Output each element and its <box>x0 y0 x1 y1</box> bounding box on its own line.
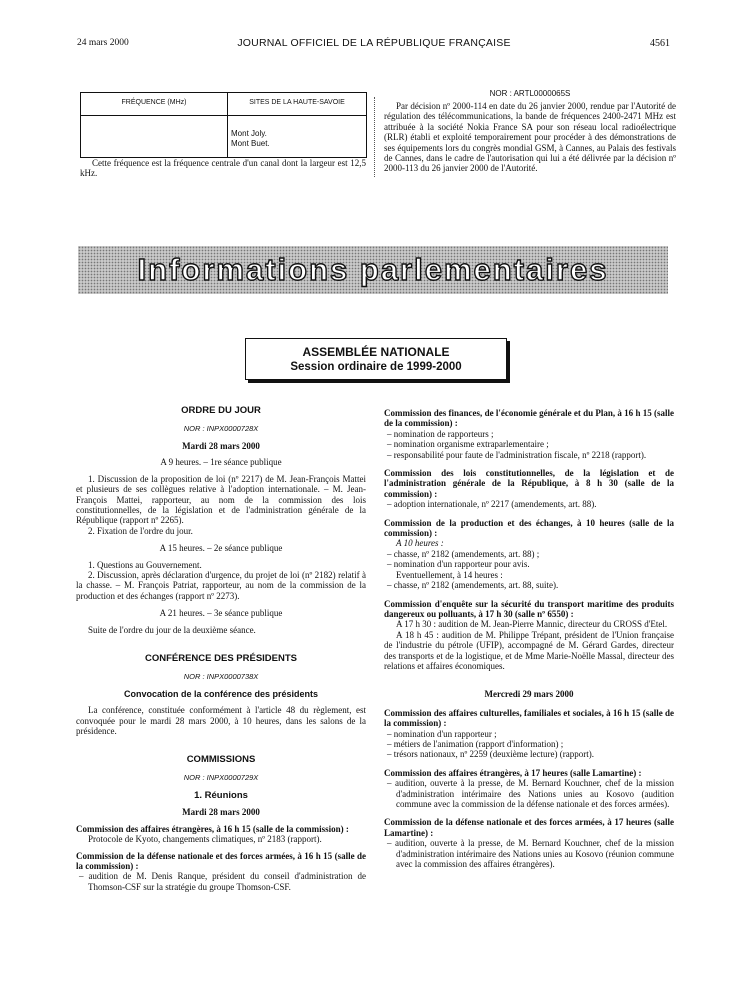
commissions-date: Mardi 28 mars 2000 <box>182 807 260 818</box>
culturelles-heading: Commission des affaires culturelles, familiales et sociales, à 16 h 15 (salle de la commission) : <box>384 707 674 729</box>
session-title: Session ordinaire de 1999-2000 <box>290 361 462 373</box>
site-mont-joly: Mont Joly. <box>231 129 267 138</box>
ordre-date: Mardi 28 mars 2000 <box>182 441 260 451</box>
column-divider <box>374 97 375 177</box>
header-date: 24 mars 2000 <box>77 38 129 48</box>
commissions-title: COMMISSIONS <box>186 754 256 766</box>
enquete-item-2: A 18 h 45 : audition de M. Philippe Trépant, président de l'Union française de l'industrie du pétrole (UFIP), accompagné de M. Gérard Gardes, directeur des transports et de la logistique, et de Mme Marie-Noëlle Massal, directeur des relations et affaires économiques. <box>384 629 674 671</box>
seance-3-item: Suite de l'ordre du jour de la deuxième séance. <box>88 624 256 635</box>
ordre-nor: NOR : INPX0000728X <box>183 424 259 433</box>
site-mont-buet: Mont Buet. <box>231 139 270 148</box>
production-time: A 10 heures : <box>396 538 444 549</box>
right-column <box>384 408 674 869</box>
journal-title: JOURNAL OFFICIEL DE LA RÉPUBLIQUE FRANÇAISE <box>237 37 511 49</box>
sites-column-header: SITES DE LA HAUTE-SAVOIE <box>249 99 345 106</box>
culturelles-item: – métiers de l'animation (rapport d'information) ; <box>387 738 564 749</box>
frequency-table <box>80 92 367 158</box>
seance-2-item-1: 1. Questions au Gouvernement. <box>88 559 202 570</box>
production-item: – nomination d'un rapporteur pour avis. <box>387 559 530 570</box>
seance-1-time: A 9 heures. – 1re séance publique <box>160 457 282 468</box>
defense-2-item: – audition, ouverte à la presse, de M. Bernard Kouchner, chef de la mission d'administration intérimaire des Nations unies au Kosovo (réunion commune avec la commission des affaires étrangères). <box>387 838 674 870</box>
mercredi-date: Mercredi 29 mars 2000 <box>484 689 574 700</box>
seance-1-item-1: 1. Discussion de la proposition de loi (nº 2217) de M. Jean-François Mattei et plusieurs de ses collègues relative à l'adoption internationale. – M. Jean-François Mattei, rapporteur, au nom de la commission des lois constitutionnelles, de la législation et de l'administration générale de la République (rapport nº 2265). <box>76 473 366 526</box>
finances-item: – nomination organisme extraparlementaire ; <box>387 439 549 450</box>
frequency-column-header: FRÉQUENCE (MHz) <box>121 99 187 106</box>
assemblee-heading-box <box>245 338 507 380</box>
conference-nor: NOR : INPX0000738X <box>183 672 259 682</box>
reunions-title: 1. Réunions <box>194 790 248 802</box>
banner-title: Informations parlementaires <box>137 252 609 287</box>
culturelles-item: – nomination d'un rapporteur ; <box>387 728 497 739</box>
page-number: 4561 <box>650 38 670 49</box>
convocation-title: Convocation de la conférence des présidents <box>123 689 319 700</box>
production-item: – chasse, nº 2182 (amendements, art. 88, suite). <box>387 580 559 591</box>
assemblee-title: ASSEMBLÉE NATIONALE <box>302 345 450 359</box>
decision-paragraph: Par décision nº 2000-114 en date du 26 janvier 2000, rendue par l'Autorité de régulation des télécommunications, la bande de fréquences 2400-2471 MHz est attribuée à la société Nokia France SA pour son réseau local radioélectrique (RLR) établi et exploité temporairement pour procéder à des démonstrations de ses équipements lors du congrès mondial GSM, à Cannes, au Palais des festivals de Cannes, dans le cadre de l'autorisation qui lui a été délivrée par la décision nº 2000-113 du 26 janvier 2000 de l'Autorité. <box>384 101 676 174</box>
enquete-heading: Commission d'enquête sur la sécurité du transport maritime des produits dangereux ou polluants, à 17 h 30 (salle nº 6550) : <box>384 598 674 619</box>
seance-1-item-2: 2. Fixation de l'ordre du jour. <box>88 525 193 536</box>
culturelles-item: – trésors nationaux, nº 2259 (deuxième lecture) (rapport). <box>387 749 594 760</box>
commissions-nor: NOR : INPX0000729X <box>183 773 259 783</box>
lois-item: – adoption internationale, nº 2217 (amendements, art. 88). <box>387 499 597 510</box>
enquete-item-1: A 17 h 30 : audition de M. Jean-Pierre Mannic, directeur du CROSS d'Etel. <box>396 619 668 630</box>
defense-heading: Commission de la défense nationale et des forces armées, à 16 h 15 (salle de la commission) : <box>76 850 366 871</box>
frequency-note: Cette fréquence est la fréquence centrale d'un canal dont la largeur est 12,5 kHz. <box>80 158 366 179</box>
ordre-du-jour-title: ORDRE DU JOUR <box>181 405 261 416</box>
conference-title: CONFÉRENCE DES PRÉSIDENTS <box>144 653 298 665</box>
nor-reference: NOR : ARTL0000065S <box>489 89 571 98</box>
production-heading: Commission de la production et des échanges, à 10 heures (salle de la commission) : <box>384 517 674 539</box>
affaires-etrangeres-2-heading: Commission des affaires étrangères, à 17 heures (salle Lamartine) : <box>384 767 642 778</box>
defense-item: – audition de M. Denis Ranque, président du conseil d'administration de Thomson-CSF sur la stratégie du groupe Thomson-CSF. <box>79 871 366 892</box>
defense-2-heading: Commission de la défense nationale et des forces armées, à 17 heures (salle Lamartine) : <box>384 817 674 838</box>
affaires-etrangeres-heading: Commission des affaires étrangères, à 16 h 15 (salle de la commission) : <box>76 823 349 834</box>
finances-heading: Commission des finances, de l'économie générale et du Plan, à 16 h 15 (salle de la commission) : <box>384 408 674 429</box>
section-banner <box>78 246 668 294</box>
finances-item: – responsabilité pour faute de l'administration fiscale, nº 2218 (rapport). <box>387 449 647 460</box>
seance-3-time: A 21 heures. – 3e séance publique <box>159 608 283 619</box>
left-column <box>76 405 366 892</box>
production-eventual: Eventuellement, à 14 heures : <box>396 569 503 580</box>
finances-item: – nomination de rapporteurs ; <box>387 428 494 439</box>
affaires-etrangeres-item: Protocole de Kyoto, changements climatiques, nº 2183 (rapport). <box>88 834 322 845</box>
lois-heading: Commission des lois constitutionnelles, de la législation et de l'administration générale de la République, à 8 h 30 (salle de la commission) : <box>384 468 674 499</box>
production-item: – chasse, nº 2182 (amendements, art. 88) ; <box>387 548 540 559</box>
seance-2-item-2: 2. Discussion, après déclaration d'urgence, du projet de loi (nº 2182) relatif à la chasse. – M. François Patriat, rapporteur, au nom de la commission de la production et des échanges (rapport nº 2273). <box>76 570 366 601</box>
convocation-text: La conférence, constituée conformément à l'article 48 du règlement, est convoquée pour le mardi 28 mars 2000, à 10 heures, dans les salons de la présidence. <box>76 705 366 736</box>
affaires-etrangeres-2-item: – audition, ouverte à la presse, de M. Bernard Kouchner, chef de la mission d'administration intérimaire des Nations unies au Kosovo (audition commune avec la commission de la défense nationale et des forces armées). <box>387 778 674 809</box>
seance-2-time: A 15 heures. – 2e séance publique <box>159 543 283 554</box>
